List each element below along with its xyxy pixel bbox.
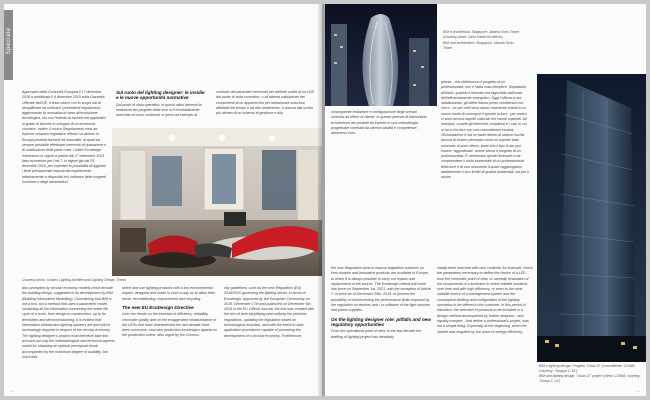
right-page [325,4,646,396]
left-col2-italian-text: Dal punto di vista operativo, in questi ultimi decenni la redazione del progetto della luce si è inevitabilmente arricchita di nuovi contenuti: si pensi ad esempio al [116,102,202,118]
soho-tower-photo [325,4,437,106]
left-col3-italian-text: controllo dei parametri necessari per definire scelte di un LED dal punto di vista cromatico, o all'attenta valutazione dei componenti di un apparecchio per selezionare soluzioni affidabili nel tempo e ad alto rendimento, o ancora alla scelta più idonea di un sistema di gestione e alla [216,90,315,116]
left-col2-italian [116,90,208,119]
right-col2-italian-text: plesse - che definiscono il progetto di un professionista, non è stata cosa semplice. Soprattutto all'inizio, quando il mercato era fagocitato dall'onda dell'efficientamento energetico. Oggi l'offerta si sta stabilizzando, gli utenti hanno preso confidenza con l'ed e - se per certi versi siamo realmente entrati in un nuovo modo di concepire e gestire la luce - per contro ci sono ancora aspetti culturali che vanno superati. Ad esempio, a parte gli interventi complessi e i casi in cui si ha a che fare con una committenza evoluta, l'illuminazione è sia un facile tiberto di utilizzo rischia ancora di essere percepita come un aspetto tutto sommato di poco rilievo, tanto che il tipo d'uso può essere "aggiudicata" anche senza il progetto di un professionista. È necessario quindi rinnovare e far comprendere il ruolo essenziale di un professionista della luce e di uno strumento il quale raggiungiamo adattamente il loro livello di qualità ambientali, sia per il nostro [441,80,529,180]
gioia-tower-photo [537,74,646,362]
right-col1-italian-text: conseguente redazione e configurazione degli scenari luminosi da offrire al cliente. In questo periodo di transizione, la selezione dei prodotti da inserire in una metodologia progettuale correlata da ulteriori analisi e competenze - attraverso com- [331,110,428,136]
gioia-tower-art [537,74,646,362]
left-page-number: ... [10,388,14,393]
soho-tower-caption-english: BIM and architecture: Singapore, Jakarta Soho Tower [443,41,514,50]
left-col2-english [122,286,218,339]
right-col2-english [437,266,533,335]
left-col1-italian [22,90,108,185]
soho-tower-caption-italian: BIM e architettura: Singapore, Jakarta Soho Tower (courtesy photo: Zaha Hadid Architects) [443,30,520,39]
interior-photo-art [112,128,322,276]
right-col1-italian [331,110,431,136]
interior-photo-caption: Courtesy photo: Urbano Lighting Architectural Lighting Design, Trento [22,278,127,282]
left-col1-english-text: also prompted by circular economy models which include the building design, suggested in its development by BIM (Building Information Modelling). Considering that BIM is not a tool, but a method that uses a parametric model containing all the information concerning the entire life cycle of a work, from design to construction, up to its demolition and decommissioning, it is evident that information-introduction lighting systems are and will be increasingly required in respect of the circular economy. The lighting designer's project must therefore take into account not only the methodological and technical aspects useful for obtaining an optimal perceptual result, accompanied by the maximum degree of usability, but must also [22,286,115,359]
left-col2-english-text: Over the trends on the increase in efficiency, reliability, chromatic quality and on the exaggerated miniaturization of the LEDs that have characterized the last decade have been overcome, now new production ecodesigns appear on the production scene, also urged by the Commu- [122,312,218,338]
section-tab-label: Speciale [6,27,12,55]
right-col1-english-text: the new Regulation aims to impose legislative solutions on their durable and innovative products are available in Europe, to which it is always possible to carry out repairs and replacement of the source. The Ecodesign criteria will come into force on September 1st, 2021, with the exception of Article 7, in force as of December 25th, 2019, to prevent the possibility of circumventing the performance limits imposed by the regulation on devices and / or software of the light sources and power supplies. [331,266,431,313]
interior-photo [112,128,322,276]
left-col2-heading: Sul ruolo del lighting designer: le insidie e le nuove opportunità normative [116,90,205,101]
soho-tower-art [325,4,437,106]
left-page [4,4,322,396]
left-col3-english [224,286,318,339]
right-col2-italian [441,80,529,181]
gioia-tower-caption [539,364,643,383]
gioia-tower-caption-italian: BIM e lighting design: Progetto "Gioia 22" (committente: COIMA Courtesy: "Gruppo C 14") [539,364,635,373]
right-page-number: ... [636,388,640,393]
left-col2-english-heading: The new EU EcoDesign Directive [122,304,194,310]
left-col1-italian-text: Approvato dalla Comunità Europea il 17 dicembre 2018 e pubblicato il 9 dicembre 2019 sulla Gazzetta Ufficiale dell'UE, il testo nasce con lo scopo sia di semplificare ed unificare i precedenti regolamenti, aggiornando la normativa in base all'evoluzione tecnologica, sia con l'intento di avviare tuti applicativi in grado di favorire lo sviluppo di un economia circolare. Inoltre, il nuovo Regolamento mira ad imporre soluzioni legislative efficaci su abituro in Europa prodotti durevoli ed innovativi, ai quali sia sempre possibile effettuare interventi di riparazione e di sostituzione della parte rotta. I criteri Ecodesign entreranno in vigore a partire dal 1° settembre 2021 fatto eccezione per l'art.7, in vigore già dal 25 dicembre 2019, per impedire la possibilità di aggirare i limiti prestazionali imposti dal regolamento relativamente a dispositivi e/o software delle sorgenti luminose e degli alimentatori. [22,90,107,185]
right-col2-english-text: vitably been enriched with new contents: for example, check the parameters necessary to define the choice of a LED from the chromatic point of view, or carefully evaluation of the components of a luminaire to select reliable solutions over time and with high efficiency, or even to the most suitable choice of a management system and the consequent drafting and configuration of the lighting scenarios to be offered to the customer. In this period of transition, the selection of products to be included in a design method accompanied by further analyses - and equally complex - that define a professional's project, was not a simple thing. Especially at the beginning, when the market was engulfed by the wave of energy efficiency. [437,266,533,334]
left-col2-english-intro: select and use lighting products with a low environmental impact, designed and made in such a way as to allow their reuse, reconditioning, improvement and recycling. [122,286,215,301]
left-col1-english [22,286,116,360]
section-tab [4,10,13,80]
left-col3-english-text: nity guidelines, such as the new Regulation (EU) 2019/2020 governing the lighting sector, in terms of Ecodesign. Approved by the European Community on 2018, December 17th and published on December 5th, 2019 in the EU Official Journal, the text was created with the aim of both simplifying and unifying the previous regulations, updating the legislation based on technological evolution, and with the intent to start application procedures capable of promoting the development of a circular economy. Furthermore, [224,286,315,338]
right-col1-english-tail: From the operational point of view, in the last decade the drafting of lighting project has inevitably [331,329,422,339]
gioia-tower-caption-english: BIM and lighting design: "Gioia 22" project (client: COIMA, courtesy: "Group C 14") [539,374,641,383]
right-col1-english-heading: On the lighting designer role: pitfalls and new regulatory opportunities [331,316,431,328]
right-col1-english [331,266,431,340]
left-col3-italian [216,90,316,116]
soho-tower-caption [443,30,523,50]
